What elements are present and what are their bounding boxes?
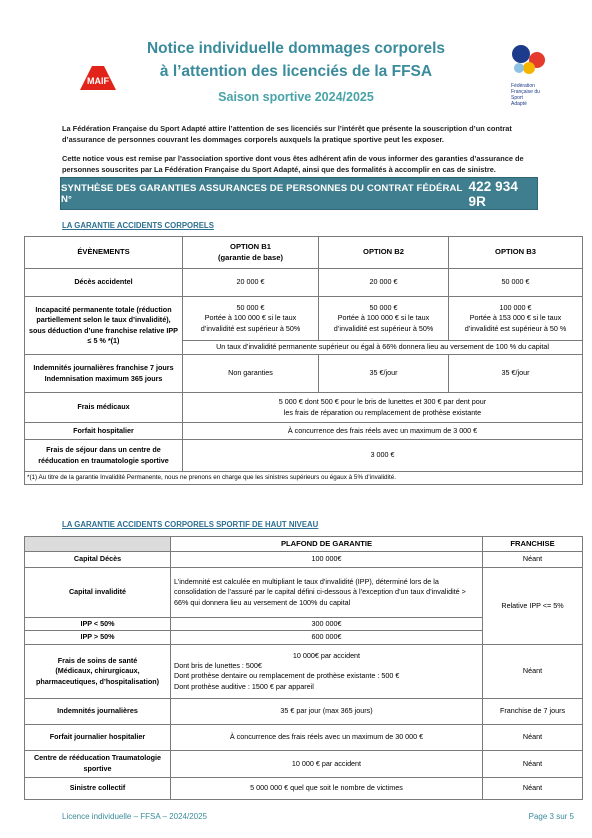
header-plafond: PLAFOND DE GARANTIE: [171, 537, 483, 552]
ffsa-logo-line-2: Française du: [511, 89, 540, 95]
cell-forfait: À concurrence des frais réels avec un maximum de 3 000 €: [183, 423, 583, 440]
row-label-capital-deces: Capital Décès: [25, 552, 171, 568]
row-label-indemnites: Indemnités journalières franchise 7 jours Indemnisation maximum 365 jours: [25, 355, 183, 393]
cell-deces-b3: 50 000 €: [449, 269, 583, 297]
row-label-forfait-hospitalier: Forfait journalier hospitalier: [25, 724, 171, 750]
footer-left: Licence individuelle – FFSA – 2024/2025: [62, 812, 207, 821]
row-label-capital-invalidite: Capital invalidité: [25, 568, 171, 618]
cell-line: les frais de réparation ou remplacement de prothèse existante: [283, 407, 482, 417]
cell-incapacite-b3: [449, 297, 583, 341]
ffsa-logo-line-3: Sport: [511, 95, 523, 101]
row-label-frais-medicaux: Frais médicaux: [25, 393, 183, 423]
section-title-accidents: LA GARANTIE ACCIDENTS CORPORELS: [62, 221, 214, 230]
row-label-sejour: Frais de séjour dans un centre de rééducation en traumatologie sportive: [25, 440, 183, 472]
intro-paragraph-2: Cette notice vous est remise par l’association sportive dont vous êtes adhérent afin de vous informer des garanties d’assurance de personnes souscrites par La Fédération Française du Sport Adapté, ainsi que des formalités à accomplir en cas de sinistre.: [62, 154, 524, 174]
row-label-reeducation: Centre de rééducation Traumatologie sportive: [25, 750, 171, 777]
cell-incapacite-b1: [183, 297, 319, 341]
cell-line: Portée à 153 000 € si le taux: [469, 313, 562, 323]
cell-frais-soins-franchise: Néant: [483, 644, 583, 698]
cell-line: Dont prothèse auditive : 1500 € par appareil: [174, 681, 314, 691]
ffsa-logo-line-4: Adapté: [511, 101, 527, 107]
haut-niveau-table: [24, 536, 583, 800]
row-label-ipp-low: IPP < 50%: [25, 618, 171, 631]
row-label-sinistre-collectif: Sinistre collectif: [25, 777, 171, 799]
row-label-incapacite: Incapacité permanente totale (réduction partiellement selon le taux d’invalidité), sous déduction d’une franchise relative IPP ≤ 5 % *(1): [25, 297, 183, 355]
cell-line: d’invalidité est supérieur à 50%: [200, 323, 301, 333]
cell-deces-b1: 20 000 €: [183, 269, 319, 297]
cell-sejour: 3 000 €: [183, 440, 583, 472]
cell-forfait-hospitalier-plafond: À concurrence des frais réels avec un maximum de 30 000 €: [171, 724, 483, 750]
banner-text: SYNTHÈSE DES GARANTIES ASSURANCES DE PERSONNES DU CONTRAT FÉDÉRAL N°: [61, 182, 463, 205]
cell-indemnites-jour-franchise: Franchise de 7 jours: [483, 698, 583, 724]
row-label-indemnites-jour: Indemnités journalières: [25, 698, 171, 724]
cell-capital-invalidite-plafond: L’indemnité est calculée en multipliant le taux d’invalidité (IPP), déterminé lors de la consolidation de l’assuré par le capital défini ci-dessous à l’exception d’un taux d’invalidité > 66% qui donnera lieu au versement de 100% du capital: [171, 568, 483, 618]
page-number: Page 3 sur 5: [528, 812, 574, 821]
row-label-frais-soins: [25, 644, 171, 698]
cell-frais-medicaux: [183, 393, 583, 423]
cell-line: Dont prothèse dentaire ou remplacement de prothèse existante : 500 €: [174, 671, 400, 681]
cell-capital-deces-plafond: 100 000€: [171, 552, 483, 568]
cell-indemnites-jour-plafond: 35 € par jour (max 365 jours): [171, 698, 483, 724]
cell-frais-soins-plafond: [171, 644, 483, 698]
page-title-line-2: à l’attention des licenciés de la FFSA: [159, 63, 433, 80]
header-option-b1-label: OPTION B1: [230, 242, 271, 252]
cell-indemnites-b3: 35 €/jour: [449, 355, 583, 393]
row-label-frais-soins-sub: (Médicaux, chirurgicaux, pharmaceutiques, d’hospitalisation): [35, 666, 159, 686]
contract-number: 422 934 9R: [468, 178, 518, 209]
cell-line: 100 000 €: [499, 302, 532, 312]
cell-line: 5 000 € dont 500 € pour le bris de lunettes et 300 € par dent pour: [278, 397, 487, 407]
page-title-line-1: Notice individuelle dommages corporels: [146, 40, 446, 57]
cell-deces-b2: 20 000 €: [319, 269, 449, 297]
cell-sinistre-collectif-franchise: Néant: [483, 777, 583, 799]
cell-capital-deces-franchise: Néant: [483, 552, 583, 568]
cell-reeducation-franchise: Néant: [483, 750, 583, 777]
cell-indemnites-b1: Non garanties: [183, 355, 319, 393]
ffsa-logo-line-1: Fédération: [511, 83, 535, 89]
cell-reeducation-plafond: 10 000 € par accident: [171, 750, 483, 777]
row-label-frais-soins-title: Frais de soins de santé: [57, 655, 138, 665]
cell-ipp-high-plafond: 600 000€: [171, 631, 483, 644]
cell-forfait-hospitalier-franchise: Néant: [483, 724, 583, 750]
cell-line: Portée à 100 000 € si le taux: [337, 313, 430, 323]
section-title-haut-niveau: LA GARANTIE ACCIDENTS CORPORELS SPORTIF DE HAUT NIVEAU: [62, 520, 319, 529]
row-label-deces: Décès accidentel: [25, 269, 183, 297]
header-option-b1: [183, 237, 319, 269]
cell-line: Dont bris de lunettes : 500€: [174, 660, 262, 670]
cell-line: d’invalidité est supérieur à 50%: [333, 323, 434, 333]
header-option-b3: OPTION B3: [449, 237, 583, 269]
cell-line: 10 000€ par accident: [292, 650, 361, 660]
intro-paragraph-1: La Fédération Française du Sport Adapté attire l’attention de ses licenciés sur l’intérêt que présente la souscription d’un contrat d’assurance de personnes couvrant les dommages corporels auxquels la pratique sportive peut les exposer.: [62, 124, 512, 144]
cell-line: Portée à 100 000 € si le taux: [204, 313, 297, 323]
season-subtitle: Saison sportive 2024/2025: [218, 90, 374, 104]
cell-sinistre-collectif-plafond: 5 000 000 € quel que soit le nombre de victimes: [171, 777, 483, 799]
cell-line: d’invalidité est supérieur à 50 %: [464, 323, 567, 333]
maif-logo-text: MAIF: [87, 76, 109, 86]
footnote: *(1) Au titre de la garantie Invalidité Permanente, nous ne prenons en charge que les sinistres supérieurs ou égaux à 5% d’invalidité.: [25, 472, 583, 485]
cell-indemnites-b2: 35 €/jour: [319, 355, 449, 393]
row-label-ipp-high: IPP > 50%: [25, 631, 171, 644]
header-option-b1-sub: (garantie de base): [218, 252, 283, 262]
header-franchise: FRANCHISE: [483, 537, 583, 552]
header-option-b2: OPTION B2: [319, 237, 449, 269]
accidents-table: [24, 236, 583, 485]
cell-incapacite-note: Un taux d’invalidité permanente supérieur ou égal à 66% donnera lieu au versement de 100 % du capital: [183, 341, 583, 355]
header-empty: [25, 537, 171, 552]
cell-ipp-low-plafond: 300 000€: [171, 618, 483, 631]
contract-banner: [60, 177, 538, 210]
header-evenements: ÉVÈNEMENTS: [25, 237, 183, 269]
cell-incapacite-b2: [319, 297, 449, 341]
cell-line: 50 000 €: [369, 302, 398, 312]
cell-line: 50 000 €: [236, 302, 265, 312]
cell-capital-invalidite-franchise: Relative IPP <= 5%: [483, 568, 583, 645]
row-label-forfait: Forfait hospitalier: [25, 423, 183, 440]
